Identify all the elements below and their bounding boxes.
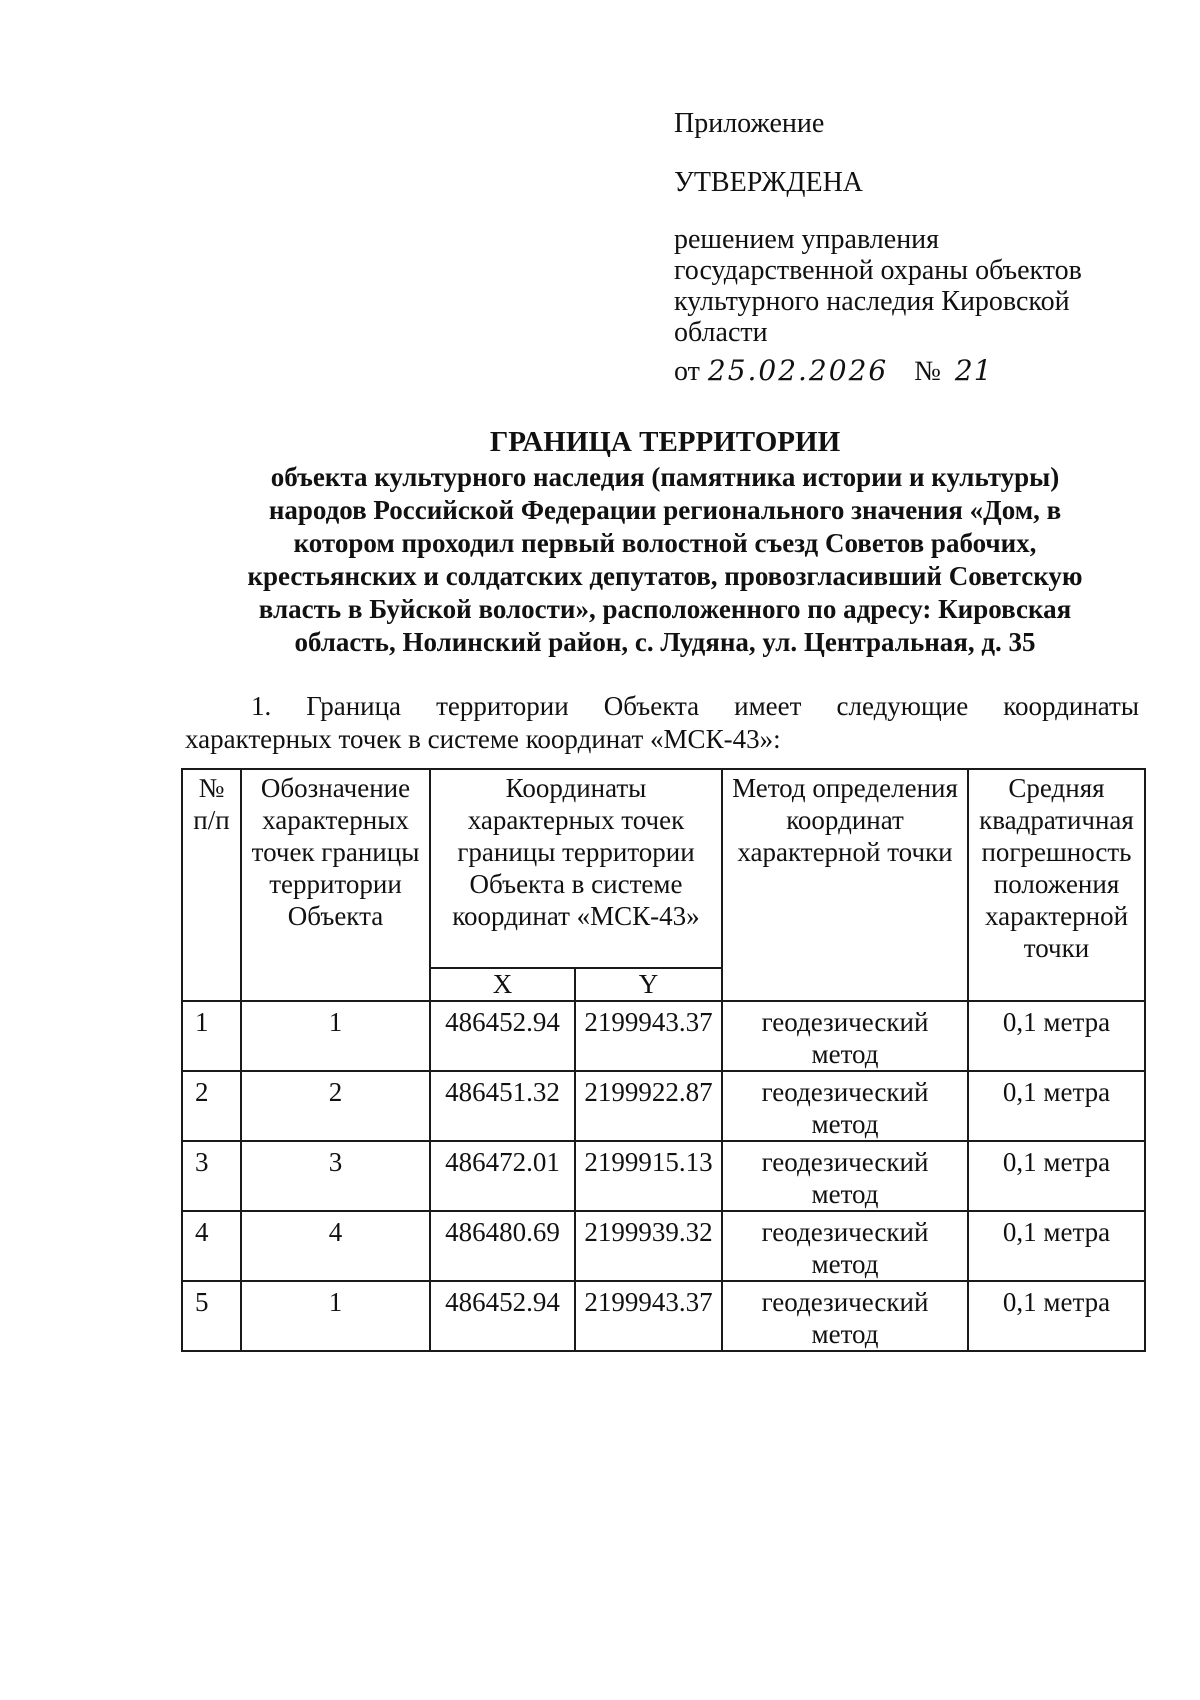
appendix-label: Приложение [674,108,825,139]
subtitle-line: крестьянских и солдатских депутатов, провозгласивший Советскую [247,561,1083,591]
cell-error: 0,1 метра [968,1071,1145,1141]
cell-error: 0,1 метра [968,1211,1145,1281]
approved-label: УТВЕРЖДЕНА [674,167,864,198]
cell-point: 1 [241,1001,430,1071]
header-x: X [430,968,575,1001]
handwritten-date: 25.02.2026 [707,354,889,387]
table-row [182,1001,1145,1071]
cell-point: 2 [241,1071,430,1141]
table-row [182,1141,1145,1211]
decision-line: решением управления [674,224,940,255]
cell-method: геодезический метод [722,1071,968,1141]
cell-error: 0,1 метра [968,1141,1145,1211]
decision-line: области [674,317,768,348]
cell-x: 486452.94 [430,1001,575,1071]
cell-y: 2199922.87 [575,1071,722,1141]
subtitle-line: область, Нолинский район, с. Лудяна, ул. Центральная, д. 35 [294,627,1036,657]
paragraph-1 [185,690,1139,756]
date-prefix: от [674,356,700,387]
table-row [182,1071,1145,1141]
table-row [182,1211,1145,1281]
cell-num: 1 [182,1001,241,1071]
cell-error: 0,1 метра [968,1281,1145,1351]
handwritten-number: 21 [954,354,993,387]
cell-method: геодезический метод [722,1001,968,1071]
approval-block [674,108,1134,387]
cell-point: 4 [241,1211,430,1281]
decision-line: культурного наследия Кировской [674,286,1070,317]
cell-method: геодезический метод [722,1281,968,1351]
cell-x: 486451.32 [430,1071,575,1141]
table-row [182,1281,1145,1351]
subtitle-line: власть в Буйской волости», расположенного по адресу: Кировская [258,594,1072,624]
header-designation: Обозначение характерных точек границы территории Объекта [241,769,430,1001]
paragraph-line: 1. Граница территории Объекта имеет следующие координаты [251,691,1139,721]
number-prefix: № [914,356,941,387]
subtitle-line: объекта культурного наследия (памятника истории и культуры) [270,462,1060,492]
cell-point: 3 [241,1141,430,1211]
header-coordinates: Координаты характерных точек границы территории Объекта в системе координат «МСК-43» [430,769,722,968]
cell-method: геодезический метод [722,1211,968,1281]
paragraph-line: характерных точек в системе координат «МСК-43»: [185,724,781,754]
header-method: Метод определения координат характерной точки [722,769,968,1001]
subtitle-line: котором проходил первый волостной съезд Советов рабочих, [293,528,1037,558]
header-num: № п/п [182,769,241,1001]
cell-y: 2199939.32 [575,1211,722,1281]
cell-num: 5 [182,1281,241,1351]
cell-x: 486472.01 [430,1141,575,1211]
subtitle-line: народов Российской Федерации регионального значения «Дом, в [268,495,1062,525]
cell-y: 2199943.37 [575,1001,722,1071]
coordinates-table [181,768,1146,1352]
cell-point: 1 [241,1281,430,1351]
decision-line: государственной охраны объектов [674,255,1082,286]
decision-text [674,224,1134,348]
table-header-row [182,769,1145,968]
cell-x: 486452.94 [430,1281,575,1351]
cell-x: 486480.69 [430,1211,575,1281]
cell-num: 3 [182,1141,241,1211]
document-heading [185,423,1145,659]
date-number-line [674,355,1134,387]
cell-y: 2199943.37 [575,1281,722,1351]
cell-method: геодезический метод [722,1141,968,1211]
cell-num: 4 [182,1211,241,1281]
cell-y: 2199915.13 [575,1141,722,1211]
header-error: Средняя квадратичная погрешность положения характерной точки [968,769,1145,1001]
document-title: ГРАНИЦА ТЕРРИТОРИИ [489,426,841,458]
header-y: Y [575,968,722,1001]
document-subtitle [185,461,1145,659]
cell-num: 2 [182,1071,241,1141]
cell-error: 0,1 метра [968,1001,1145,1071]
